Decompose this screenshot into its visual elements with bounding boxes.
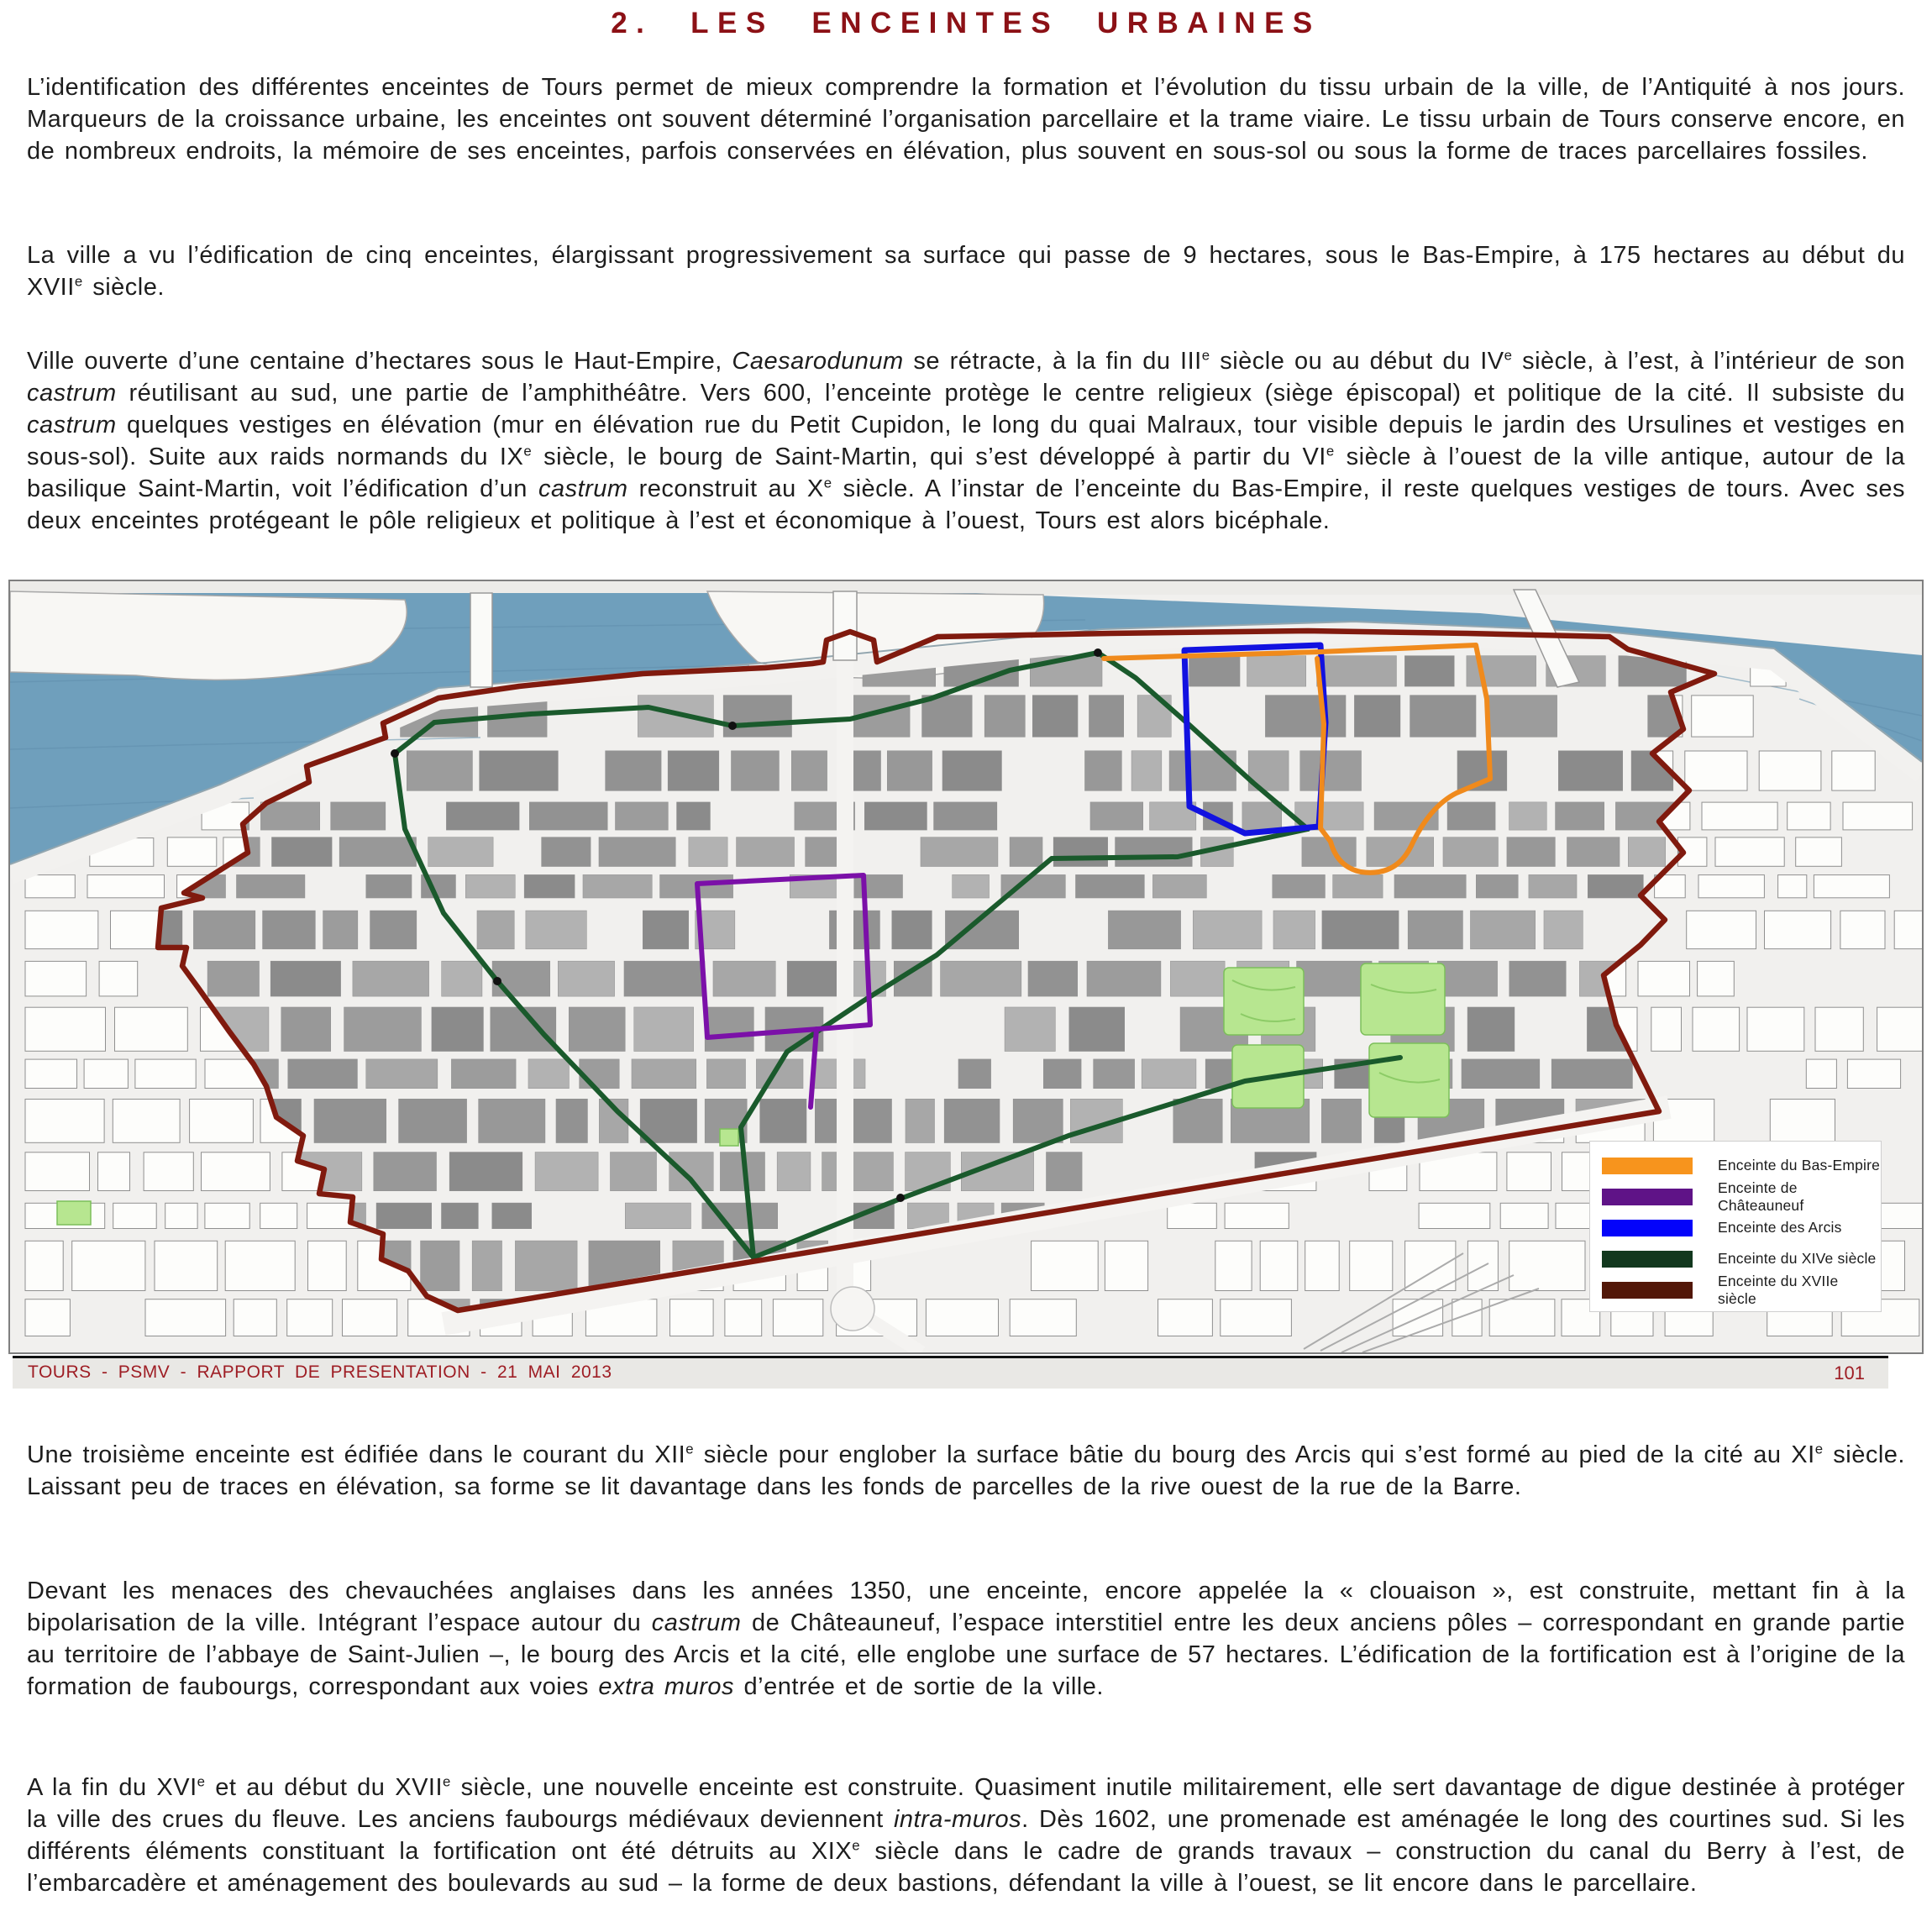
footer-text: TOURS - PSMV - RAPPORT DE PRESENTATION - 21 MAI 2013 [28,1362,612,1382]
sandbank-west [10,591,407,680]
map-north-bank [10,581,1922,595]
legend-row [1602,1212,1881,1243]
legend-label: Enceinte du XVIIe siècle [1718,1272,1839,1307]
legend-swatch [1602,1158,1693,1174]
legend-row [1602,1243,1881,1274]
legend [1589,1141,1882,1312]
paragraph-troisieme-enceinte: Une troisième enceinte est édifiée dans le courant du XIIe siècle pour englober la surface bâtie du bourg des Arcis qui s’est formé au pied de la cité au XIe siècle. Laissant peu de traces en élévation, sa forme se lit davantage dans les fonds de parcelles de la rive ouest de la rue de la Barre. [27,1441,1905,1500]
page-title: 2. LES ENCEINTES URBAINES [611,7,1321,39]
legend-label: Enceinte du XIVe siècle [1718,1250,1877,1267]
footer-bar [13,1358,1888,1389]
legend-row [1602,1181,1881,1212]
legend-swatch [1602,1189,1693,1205]
bridge-west [470,593,492,687]
legend-row [1602,1150,1881,1181]
legend-swatch [1602,1282,1693,1299]
map-image [8,580,1924,1354]
paragraph-xviie-siecle: A la fin du XVIe et au début du XVIIe siècle, une nouvelle enceinte est construite. Quasiment inutile militairement, elle sert davantage de digue destinée à protéger la ville des crues du fleuve. Les anciens faubourgs médiévaux deviennent intra-muros. Dès 1602, une promenade est aménagée le long des courtines sud. Si les différents éléments constituant la fortification ont été détruits au XIXe siècle dans le cadre de grands travaux – construction du canal du Berry à l’est, de l’embarcadère et aménagement des boulevards au sud – la forme de deux bastions, défendant la ville à l’ouest, se lit encore dans le parcellaire. [27,1773,1906,1897]
place-jean-jaures [831,1287,874,1331]
paragraph-intro: L’identification des différentes enceintes de Tours permet de mieux comprendre la formation et l’évolution du tissu urbain de la ville, de l’Antiquité à nos jours. Marqueurs de la croissance urbaine, les enceintes ont souvent déterminé l’organisation parcellaire et la trame viaire. Le tissu urbain de Tours conserve encore, en de nombreux endroits, la mémoire de ses enceintes, parfois conservées en élévation, plus souvent en sous-sol ou sous la forme de traces parcellaires fossiles. [27,74,1905,165]
legend-label: Enceinte de Châteauneuf [1718,1179,1804,1214]
bridge-wilson [833,591,857,660]
legend-label: Enceinte du Bas-Empire [1718,1157,1881,1173]
legend-swatch [1602,1220,1693,1236]
page-number: 101 [1834,1362,1865,1383]
legend-label: Enceinte des Arcis [1718,1219,1842,1236]
paragraph-clouaison: Devant les menaces des chevauchées anglaises dans les années 1350, une enceinte, encore appelée la « clouaison », est construite, mettant fin à la bipolarisation de la ville. Intégrant l’espace autour du castrum de Châteauneuf, l’espace interstitiel entre les deux anciens pôles – correspondant en grande partie au territoire de l’abbaye de Saint-Julien –, le bourg des Arcis et la cité, elle englobe une surface de 57 hectares. L’édification de la fortification est à l’origine de la formation de faubourgs, correspondant aux voies extra muros d’entrée et de sortie de la ville. [27,1578,1905,1700]
paragraph-cinq-enceintes: La ville a vu l’édification de cinq enceintes, élargissant progressivement sa surface qui passe de 9 hectares, sous le Bas-Empire, à 175 hectares au début du XVIIe siècle. [27,242,1905,301]
legend-swatch [1602,1251,1693,1268]
legend-row [1602,1274,1881,1305]
paragraph-caesarodunum: Ville ouverte d’une centaine d’hectares sous le Haut-Empire, Caesarodunum se rétracte, à la fin du IIIe siècle ou au début du IVe siècle, à l’est, à l’intérieur de son castrum réutilisant au sud, une partie de l’amphithéâtre. Vers 600, l’enceinte protège le centre religieux (siège épiscopal) et politique de la cité. Il subsiste du castrum quelques vestiges en élévation (mur en élévation rue du Petit Cupidon, le long du quai Malraux, tour visible depuis le jardin des Ursulines et vestiges en sous-sol). Suite aux raids normands du IXe siècle, le bourg de Saint-Martin, qui s’est développé à partir du VIe siècle à l’ouest de la ville antique, autour de la basilique Saint-Martin, voit l’édification d’un castrum reconstruit au Xe siècle. A l’instar de l’enceinte du Bas-Empire, il reste quelques vestiges de tours. Avec ses deux enceintes protégeant le pôle religieux et politique à l’est et économique à l’ouest, Tours est alors bicéphale. [27,347,1905,534]
